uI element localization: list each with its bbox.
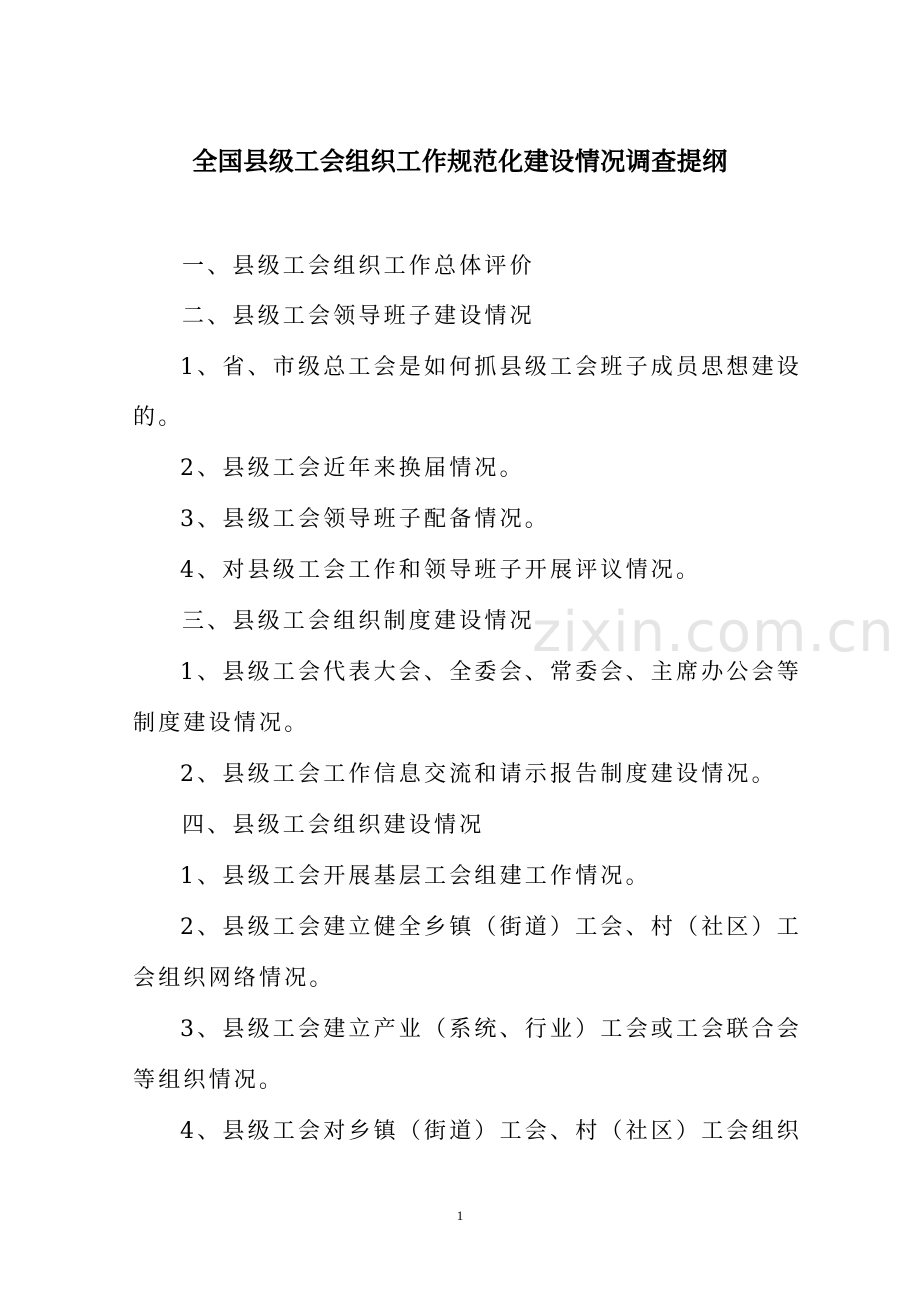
watermark: zixin.com.cn [532, 600, 895, 665]
paragraph-line: 的。 [133, 405, 184, 430]
paragraph-line: 制度建设情况。 [133, 711, 310, 736]
paragraph-line: 3、县级工会领导班子配备情况。 [180, 507, 550, 532]
paragraph-line: 3、县级工会建立产业（系统、行业）工会或工会联合会 [180, 1017, 802, 1042]
paragraph-line: 4、对县级工会工作和领导班子开展评议情况。 [180, 558, 702, 583]
paragraph-line: 会组织网络情况。 [133, 966, 335, 991]
section-heading: 三、县级工会组织制度建设情况 [182, 609, 535, 634]
paragraph-line: 2、县级工会工作信息交流和请示报告制度建设情况。 [180, 762, 777, 787]
section-heading: 一、县级工会组织工作总体评价 [182, 254, 535, 279]
paragraph-line: 1、县级工会代表大会、全委会、常委会、主席办公会等 [180, 660, 802, 685]
section-heading: 四、县级工会组织建设情况 [182, 813, 485, 838]
paragraph-line: 1、省、市级总工会是如何抓县级工会班子成员思想建设 [180, 355, 802, 380]
paragraph-line: 等组织情况。 [133, 1068, 285, 1093]
paragraph-line: 1、县级工会开展基层工会组建工作情况。 [180, 864, 651, 889]
paragraph-line: 4、县级工会对乡镇（街道）工会、村（社区）工会组织 [180, 1119, 802, 1144]
paragraph-line: 2、县级工会近年来换届情况。 [180, 456, 525, 481]
page-number: 1 [456, 1208, 464, 1223]
section-heading: 二、县级工会领导班子建设情况 [182, 304, 535, 329]
document-title: 全国县级工会组织工作规范化建设情况调查提纲 [192, 147, 728, 176]
paragraph-line: 2、县级工会建立健全乡镇（街道）工会、村（社区）工 [180, 915, 802, 940]
